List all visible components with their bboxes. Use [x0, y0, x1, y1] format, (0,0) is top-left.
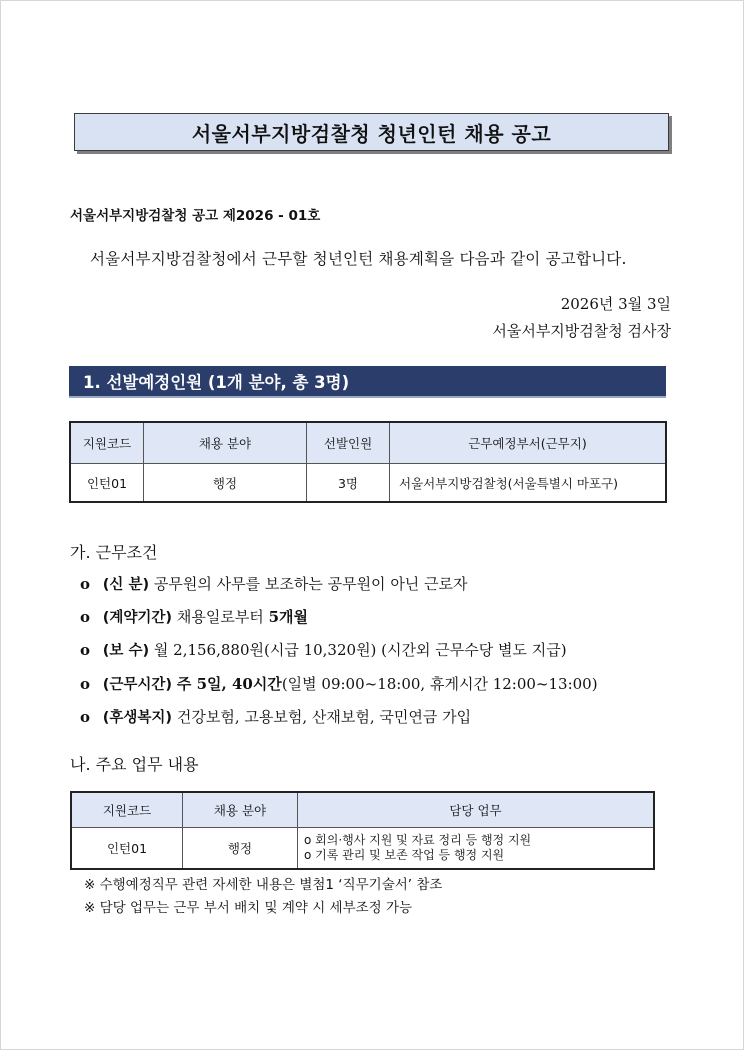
condition-text: 공무원의 사무를 보조하는 공무원이 아닌 근로자 — [153, 575, 468, 593]
duties-cell — [298, 828, 655, 870]
duty-item: o 기록 관리 및 보존 작업 등 행정 지원 — [304, 848, 505, 862]
col-header: 채용 분야 — [144, 422, 307, 464]
condition-item — [80, 573, 468, 594]
condition-text: 월 2,156,880원(시급 10,320원) (시간외 근무수당 별도 지급) — [153, 641, 567, 659]
bullet-icon: o — [80, 608, 91, 626]
bullet-icon: o — [80, 641, 91, 659]
condition-key: (근무시간) — [102, 677, 173, 693]
table-header-row — [71, 792, 654, 828]
condition-item: o (근무시간) 주 5일, 40시간(일별 09:00~18:00, 휴게시간 12:00~13:00) — [80, 675, 598, 693]
condition-key: (신 분) — [102, 577, 150, 593]
section1-heading: 1. 선발예정인원 (1개 분야, 총 3명) — [69, 366, 666, 396]
table-cell: 인턴01 — [71, 828, 183, 870]
condition-text: 건강보험, 고용보험, 산재보험, 국민연금 가입 — [176, 708, 472, 726]
bullet-icon: o — [80, 675, 91, 693]
intro-text: 서울서부지방검찰청에서 근무할 청년인턴 채용계획을 다음과 같이 공고합니다. — [90, 250, 627, 268]
notice-date: 2026년 3월 3일 — [560, 295, 671, 313]
bullet-icon: o — [80, 708, 91, 726]
condition-text: 채용일로부터 — [176, 608, 269, 626]
col-header: 채용 분야 — [183, 792, 298, 828]
col-header: 근무예정부서(근무지) — [390, 422, 667, 464]
table-cell: 행정 — [144, 464, 307, 503]
subsection-b-heading: 나. 주요 업무 내용 — [70, 755, 199, 774]
bullet-icon: o — [80, 575, 91, 593]
table-cell: 행정 — [183, 828, 298, 870]
table-header-row — [70, 422, 666, 464]
recruitment-table — [69, 421, 667, 503]
document-title: 서울서부지방검찰청 청년인턴 채용 공고 — [74, 113, 669, 151]
duty-item: o 회의·행사 지원 및 자료 정리 등 행정 지원 — [304, 833, 532, 847]
note: ※ 수행예정직무 관련 자세한 내용은 별첨1 ‘직무기술서’ 참조 — [84, 877, 443, 893]
condition-item — [80, 639, 567, 660]
col-header: 지원코드 — [70, 422, 144, 464]
condition-key: (후생복지) — [102, 710, 173, 726]
condition-item — [80, 706, 471, 727]
condition-key: (계약기간) — [102, 610, 173, 626]
table-row — [71, 828, 654, 870]
note: ※ 담당 업무는 근무 부서 배치 및 계약 시 세부조정 가능 — [84, 900, 413, 916]
table-cell: 3명 — [307, 464, 390, 503]
subsection-a-heading: 가. 근무조건 — [70, 543, 158, 562]
signer: 서울서부지방검찰청 검사장 — [492, 322, 671, 340]
col-header: 지원코드 — [71, 792, 183, 828]
col-header: 선발인원 — [307, 422, 390, 464]
table-row — [70, 464, 666, 503]
condition-key: (보 수) — [102, 643, 150, 659]
table-cell: 인턴01 — [70, 464, 144, 503]
table-cell: 서울서부지방검찰청(서울특별시 마포구) — [390, 464, 667, 503]
col-header: 담당 업무 — [298, 792, 655, 828]
duties-table — [70, 791, 655, 870]
condition-item: o (계약기간) 채용일로부터 5개월 — [80, 608, 308, 626]
notice-number: 서울서부지방검찰청 공고 제2026 - 01호 — [70, 208, 321, 224]
